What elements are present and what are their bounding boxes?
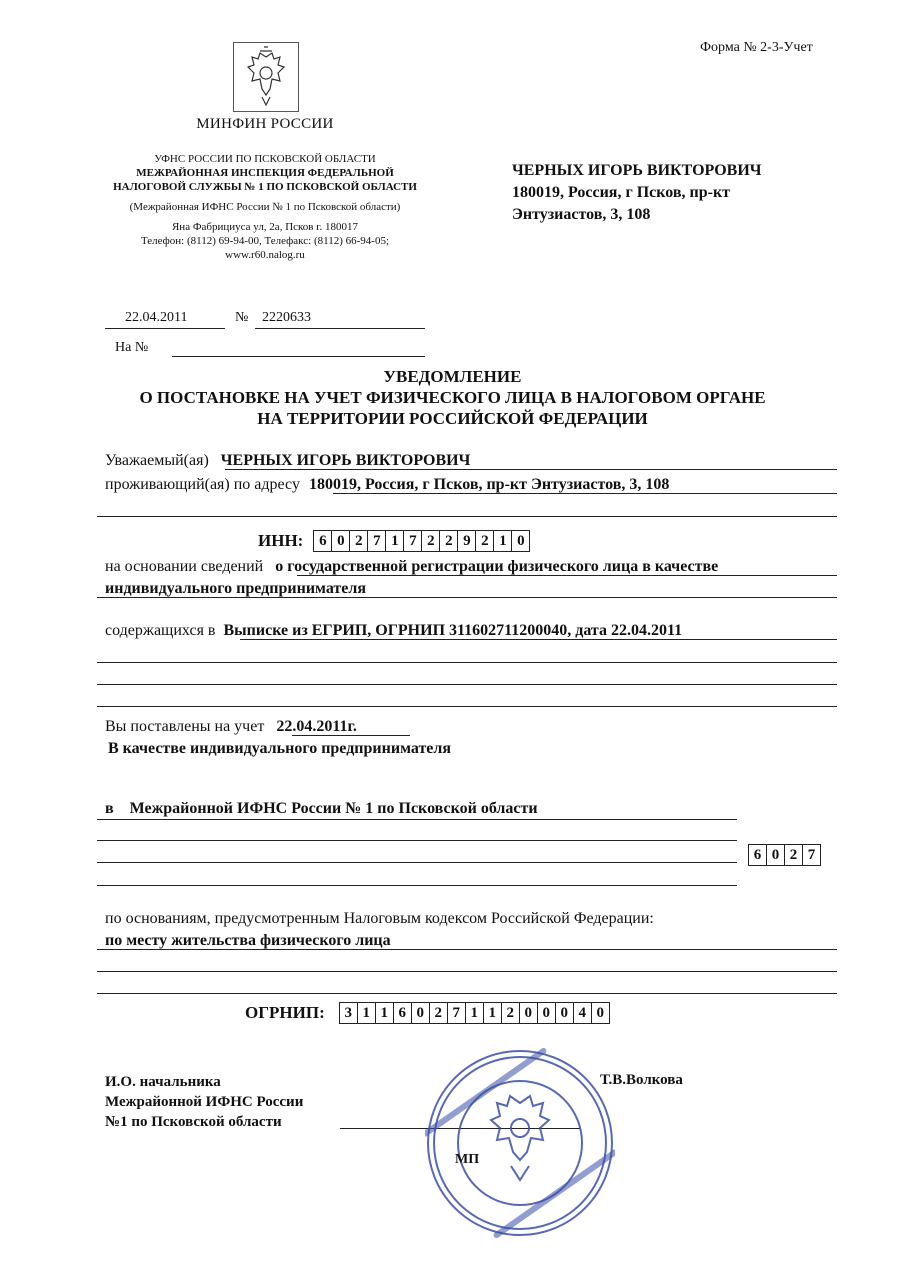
- contained-text: Выписке из ЕГРИП, ОГРНИП 311602711200040, дата 22.04.2011: [223, 622, 683, 639]
- dear-name: ЧЕРНЫХ ИГОРЬ ВИКТОРОВИЧ: [220, 452, 471, 469]
- coat-of-arms-icon: [233, 42, 299, 112]
- code-digit: 7: [807, 847, 816, 863]
- registered-label: Вы поставлены на учет: [105, 718, 265, 735]
- signatory-position: [105, 1072, 303, 1132]
- position-line2: Межрайонной ИФНС России: [105, 1094, 304, 1110]
- form-number: Форма № 2-3-Учет: [700, 40, 813, 55]
- registered-date: 22.04.2011г.: [276, 718, 357, 735]
- recipient-block: [512, 160, 762, 226]
- inn-digit: 6: [314, 531, 332, 551]
- living-address: 180019, Россия, г Псков, пр-кт Энтузиастов, 3, 108: [308, 476, 670, 493]
- inn-digit: 2: [476, 531, 494, 551]
- ogrnip-digit: 2: [430, 1003, 448, 1023]
- tax-office-code-cells: [748, 844, 821, 866]
- stamp-place-label: МП: [455, 1152, 480, 1167]
- ogrnip-digit: 3: [340, 1003, 358, 1023]
- ogrnip-digit: 1: [358, 1003, 376, 1023]
- document-title: [0, 366, 905, 429]
- grounds-text: по месту жительства физического лица: [105, 932, 391, 949]
- inn-digit: 2: [440, 531, 458, 551]
- inn-digit: 0: [517, 533, 525, 549]
- inn-digit: 1: [494, 531, 512, 551]
- position-line1: И.О. начальника: [105, 1074, 221, 1090]
- ogrnip-digit: 4: [574, 1003, 592, 1023]
- code-digit: 0: [767, 845, 785, 865]
- inn-digit: 2: [350, 531, 368, 551]
- doc-date: 22.04.2011: [125, 310, 188, 325]
- ogrnip-cells: [339, 1002, 610, 1024]
- ogrnip-digit: 0: [520, 1003, 538, 1023]
- contained-label: содержащихся в: [105, 622, 216, 639]
- code-digit: 6: [749, 845, 767, 865]
- recipient-address-line2: Энтузиастов, 3, 108: [512, 206, 651, 223]
- recipient-address-line1: 180019, Россия, г Псков, пр-кт: [512, 184, 731, 201]
- reference-number-label: На №: [115, 340, 149, 355]
- ogrnip-digit: 1: [484, 1003, 502, 1023]
- basis-text2: индивидуального предпринимателя: [105, 580, 366, 597]
- ogrnip-digit: 2: [502, 1003, 520, 1023]
- inn-digit: 2: [422, 531, 440, 551]
- inn-digit: 7: [368, 531, 386, 551]
- authority-short: (Межрайонная ИФНС России № 1 по Псковской области): [129, 201, 401, 213]
- title-line2: О ПОСТАНОВКЕ НА УЧЕТ ФИЗИЧЕСКОГО ЛИЦА В НАЛОГОВОМ ОРГАНЕ: [139, 388, 766, 407]
- ministry-name: МИНФИН РОССИИ: [196, 116, 334, 132]
- ogrnip-digit: 6: [394, 1003, 412, 1023]
- code-digit: 2: [785, 845, 803, 865]
- in-label: в: [105, 800, 114, 817]
- doc-number-label: №: [235, 310, 249, 325]
- issuing-authority-block: [100, 152, 430, 262]
- inn-digit: 9: [458, 531, 476, 551]
- position-line3: №1 по Псковской области: [105, 1114, 282, 1130]
- grounds-label: по основаниям, предусмотренным Налоговым кодексом Российской Федерации:: [105, 910, 654, 927]
- in-authority: Межрайонной ИФНС России № 1 по Псковской области: [129, 800, 538, 817]
- ogrnip-label: ОГРНИП:: [245, 1003, 325, 1022]
- authority-line2: МЕЖРАЙОННАЯ ИНСПЕКЦИЯ ФЕДЕРАЛЬНОЙ НАЛОГОВОЙ СЛУЖБЫ № 1 ПО ПСКОВСКОЙ ОБЛАСТИ: [113, 167, 417, 193]
- authority-site: www.r60.nalog.ru: [225, 249, 305, 261]
- inn-digit: 7: [404, 531, 422, 551]
- ogrnip-digit: 0: [596, 1005, 605, 1021]
- inn-label: ИНН:: [258, 531, 304, 550]
- signer-name: Т.В.Волкова: [600, 1072, 683, 1088]
- title-line3: НА ТЕРРИТОРИИ РОССИЙСКОЙ ФЕДЕРАЦИИ: [257, 409, 648, 428]
- ogrnip-digit: 7: [448, 1003, 466, 1023]
- ogrnip-digit: 0: [412, 1003, 430, 1023]
- ogrnip-digit: 0: [556, 1003, 574, 1023]
- basis-label: на основании сведений: [105, 558, 264, 575]
- capacity-text: В качестве индивидуального предпринимателя: [108, 740, 452, 757]
- authority-line1: УФНС РОССИИ ПО ПСКОВСКОЙ ОБЛАСТИ: [154, 153, 376, 165]
- recipient-name: ЧЕРНЫХ ИГОРЬ ВИКТОРОВИЧ: [512, 162, 762, 179]
- basis-text1: о государственной регистрации физического лица в качестве: [275, 558, 719, 575]
- authority-phone: Телефон: (8112) 69-94-00, Телефакс: (8112) 66-94-05;: [140, 235, 389, 247]
- authority-address: Яна Фабрициуса ул, 2а, Псков г. 180017: [171, 221, 359, 233]
- doc-number: 2220633: [262, 310, 311, 325]
- official-stamp-icon: [425, 1048, 615, 1238]
- dear-label: Уважаемый(ая): [105, 452, 209, 469]
- ogrnip-digit: 1: [376, 1003, 394, 1023]
- inn-digit: 1: [386, 531, 404, 551]
- ogrnip-digit: 0: [538, 1003, 556, 1023]
- inn-cells: [313, 530, 530, 552]
- inn-digit: 0: [332, 531, 350, 551]
- title-line1: УВЕДОМЛЕНИЕ: [383, 367, 522, 386]
- ogrnip-digit: 1: [466, 1003, 484, 1023]
- living-label: проживающий(ая) по адресу: [105, 476, 300, 493]
